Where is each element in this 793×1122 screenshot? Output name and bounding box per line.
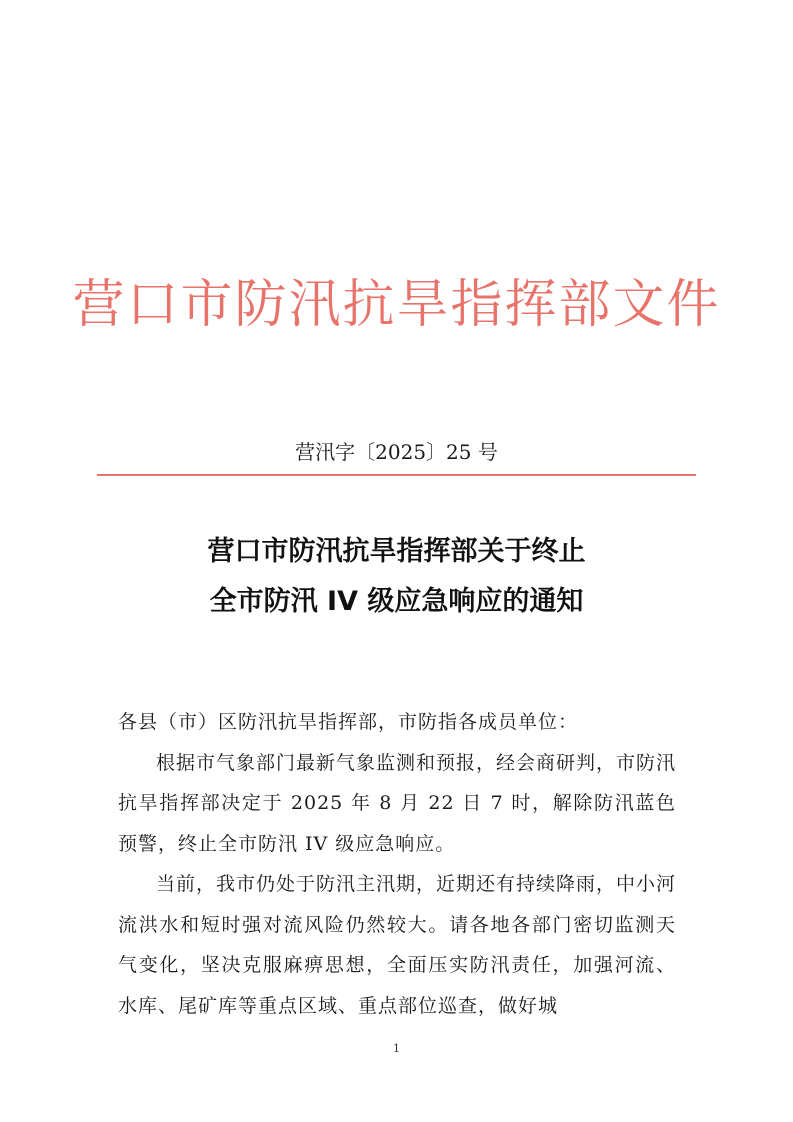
document-number: 营汛字〔2025〕25 号 — [295, 440, 498, 464]
notice-title-line-1: 营口市防汛抗旱指挥部关于终止 — [207, 536, 586, 567]
notice-title — [0, 527, 793, 627]
page-number: 1 — [393, 1042, 400, 1055]
document-header-title: 营口市防汛抗旱指挥部文件 — [72, 275, 721, 335]
header-divider — [97, 474, 696, 476]
notice-title-line-2: 全市防汛 IV 级应急响应的通知 — [209, 586, 584, 617]
body-paragraph-2: 当前，我市仍处于防汛主汛期，近期还有持续降雨，中小河流洪水和短时强对流风险仍然较大。请各地各部门密切监测天气变化，坚决克服麻痹思想，全面压实防汛责任，加强河流、水库、尾矿库等重点区域、重点部位巡查，做好城 — [118, 873, 677, 1017]
salutation: 各县（市）区防汛抗旱指挥部，市防指各成员单位： — [118, 711, 579, 733]
notice-body — [118, 702, 676, 1026]
body-paragraph-1: 根据市气象部门最新气象监测和预报，经会商研判，市防汛抗旱指挥部决定于 2025 年 8 月 22 日 7 时，解除防汛蓝色预警，终止全市防汛 IV 级应急响应。 — [118, 751, 677, 855]
